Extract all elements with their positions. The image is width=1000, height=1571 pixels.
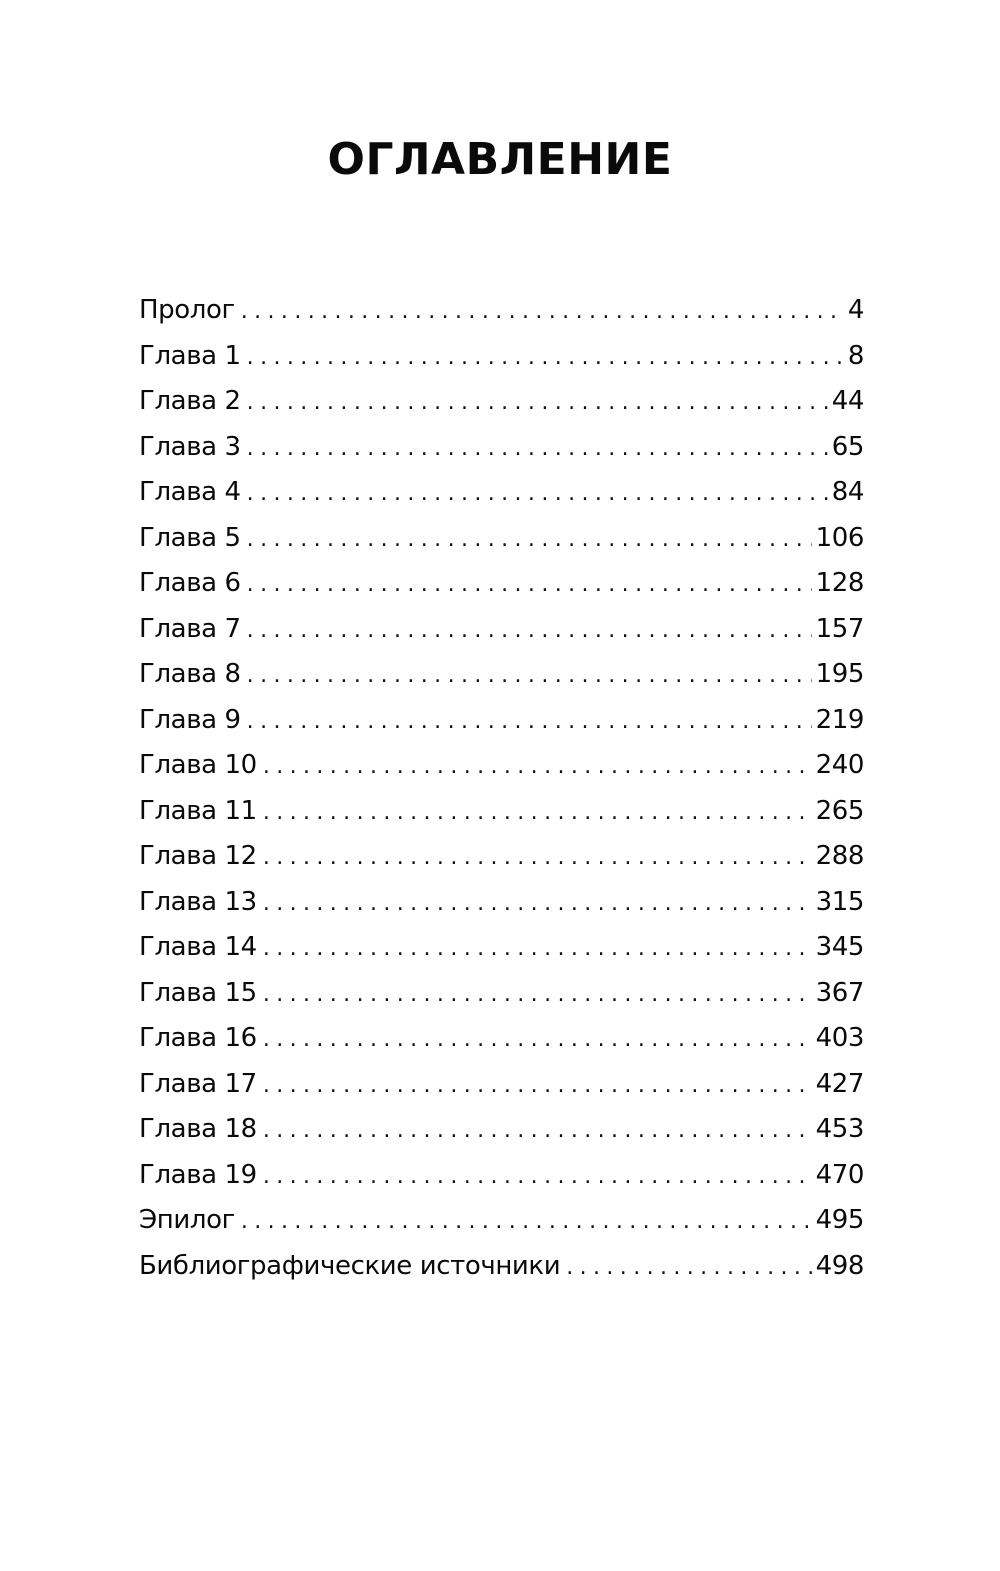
toc-entry-title: Глава 6 <box>139 568 241 598</box>
toc-entry-title: Глава 9 <box>139 704 241 735</box>
toc-entry-title: Глава 1 <box>139 340 241 371</box>
toc-entry-page: 128 <box>815 568 864 598</box>
toc-entry[interactable] <box>139 1064 864 1110</box>
dot-leader <box>263 975 812 1015</box>
toc-entry[interactable] <box>139 427 864 473</box>
toc-entry[interactable] <box>139 1155 864 1201</box>
toc-entry-page: 453 <box>815 1114 864 1144</box>
toc-entry[interactable] <box>139 927 864 973</box>
table-of-contents <box>139 290 864 1291</box>
dot-leader <box>263 838 812 878</box>
toc-entry-page: 495 <box>815 1205 864 1235</box>
toc-entry-page: 315 <box>815 886 864 917</box>
toc-entry[interactable] <box>139 882 864 928</box>
toc-entry-title: Глава 5 <box>139 522 241 553</box>
toc-entry-title: Библиографические источники <box>139 1250 561 1281</box>
toc-entry-title: Глава 10 <box>139 750 257 780</box>
dot-leader <box>247 611 812 651</box>
dot-leader <box>263 1020 812 1060</box>
toc-entry-title: Глава 16 <box>139 1023 257 1053</box>
toc-entry-title: Глава 4 <box>139 477 241 507</box>
dot-leader <box>247 656 812 696</box>
toc-entry[interactable] <box>139 563 864 609</box>
toc-entry-page: 84 <box>831 477 864 507</box>
toc-entry[interactable] <box>139 836 864 882</box>
toc-entry-title: Глава 19 <box>139 1159 257 1190</box>
toc-entry-title: Глава 3 <box>139 431 241 462</box>
dot-leader <box>241 292 844 332</box>
dot-leader <box>247 429 828 469</box>
dot-leader <box>247 474 828 514</box>
toc-entry[interactable] <box>139 336 864 382</box>
toc-entry[interactable] <box>139 1018 864 1064</box>
toc-entry[interactable] <box>139 1246 864 1292</box>
toc-entry-title: Глава 15 <box>139 977 257 1008</box>
toc-entry[interactable] <box>139 381 864 427</box>
dot-leader <box>566 1248 811 1288</box>
dot-leader <box>247 520 812 560</box>
toc-entry[interactable] <box>139 609 864 655</box>
toc-entry-page: 65 <box>831 431 864 462</box>
dot-leader <box>247 383 828 423</box>
toc-entry-title: Глава 2 <box>139 386 241 416</box>
toc-entry-page: 498 <box>815 1250 864 1281</box>
toc-entry-page: 403 <box>815 1023 864 1053</box>
toc-entry-title: Глава 13 <box>139 886 257 917</box>
toc-entry-page: 427 <box>815 1068 864 1099</box>
dot-leader <box>263 1157 812 1197</box>
dot-leader <box>263 747 812 787</box>
toc-entry-page: 240 <box>815 750 864 780</box>
toc-entry-title: Пролог <box>139 295 235 325</box>
toc-entry[interactable] <box>139 472 864 518</box>
toc-entry-page: 106 <box>815 522 864 553</box>
toc-entry-page: 470 <box>815 1159 864 1190</box>
toc-entry-page: 8 <box>847 340 864 371</box>
toc-entry[interactable] <box>139 654 864 700</box>
toc-entry-title: Глава 12 <box>139 841 257 871</box>
toc-entry-title: Глава 8 <box>139 659 241 689</box>
toc-entry-page: 219 <box>815 704 864 735</box>
toc-entry-title: Глава 11 <box>139 795 257 826</box>
toc-entry[interactable] <box>139 745 864 791</box>
dot-leader <box>247 338 844 378</box>
page-title: ОГЛАВЛЕНИЕ <box>327 134 673 185</box>
toc-entry-page: 195 <box>815 659 864 689</box>
toc-entry-title: Глава 14 <box>139 932 257 962</box>
toc-entry-page: 288 <box>815 841 864 871</box>
dot-leader <box>263 1111 812 1151</box>
toc-entry-page: 265 <box>815 795 864 826</box>
dot-leader <box>247 702 812 742</box>
toc-entry[interactable] <box>139 973 864 1019</box>
dot-leader <box>263 793 812 833</box>
toc-entry[interactable] <box>139 1109 864 1155</box>
toc-entry[interactable] <box>139 700 864 746</box>
toc-entry-title: Глава 7 <box>139 613 241 644</box>
toc-entry-page: 157 <box>815 613 864 644</box>
toc-entry-page: 4 <box>847 295 864 325</box>
toc-entry-page: 367 <box>815 977 864 1008</box>
toc-entry-title: Глава 17 <box>139 1068 257 1099</box>
dot-leader <box>241 1202 812 1242</box>
dot-leader <box>263 1066 812 1106</box>
toc-entry-title: Эпилог <box>139 1205 235 1235</box>
toc-entry[interactable] <box>139 791 864 837</box>
toc-entry-page: 345 <box>815 932 864 962</box>
toc-entry[interactable] <box>139 290 864 336</box>
dot-leader <box>263 884 812 924</box>
dot-leader <box>263 929 812 969</box>
toc-entry-title: Глава 18 <box>139 1114 257 1144</box>
dot-leader <box>247 565 812 605</box>
toc-entry-page: 44 <box>831 386 864 416</box>
toc-entry[interactable] <box>139 1200 864 1246</box>
toc-entry[interactable] <box>139 518 864 564</box>
